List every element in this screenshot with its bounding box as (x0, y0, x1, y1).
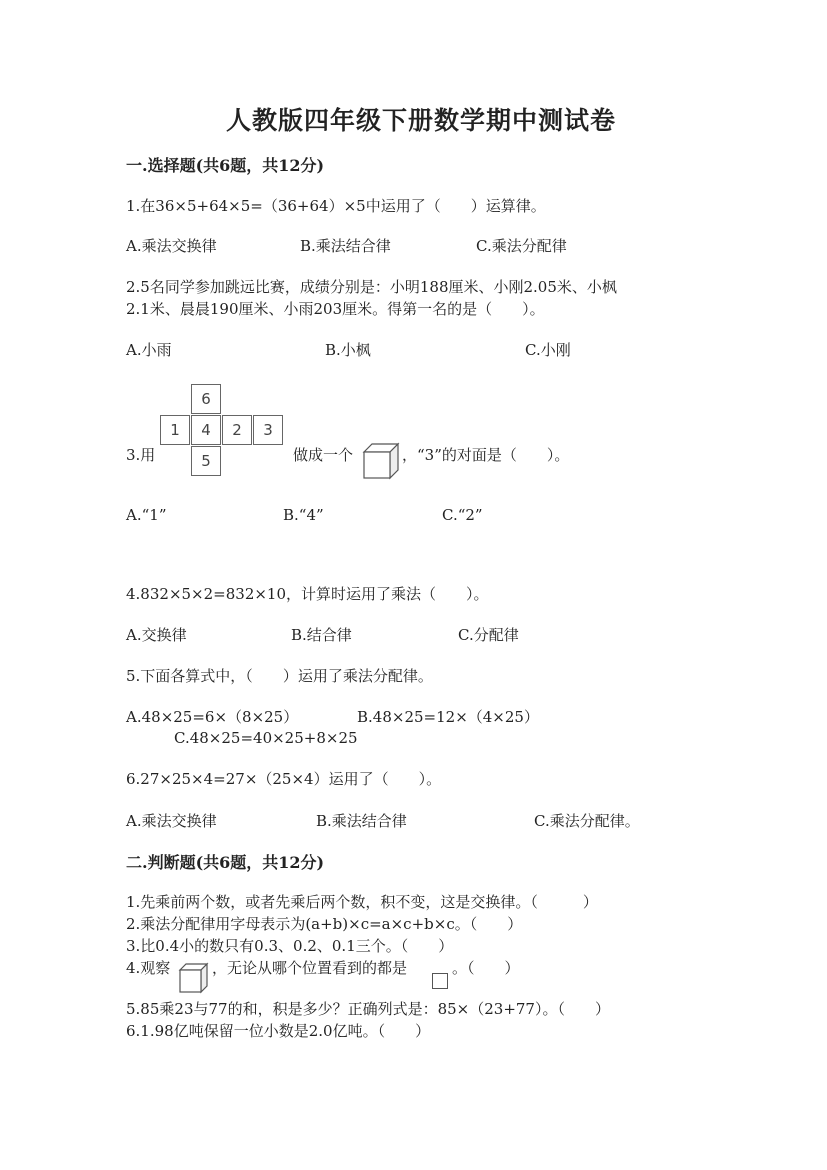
net-cell-left: 1 (160, 415, 190, 445)
q1-option-b[interactable]: B.乘法结合律 (300, 237, 391, 255)
judgement-5: 5.85乘23与77的和，积是多少？正确列式是：85×（23+77）。（ ） (126, 1000, 610, 1018)
cube-icon (362, 442, 402, 482)
q3-option-c[interactable]: C.“2” (442, 506, 483, 524)
q6-option-c[interactable]: C.乘法分配律。 (534, 812, 640, 830)
question-5-text: 5.下面各算式中，（ ）运用了乘法分配律。 (126, 667, 433, 685)
question-2-line2: 2.1米、晨晨190厘米、小雨203厘米。得第一名的是（ ）。 (126, 300, 545, 318)
judgement-3: 3.比0.4小的数只有0.3、0.2、0.1三个。（ ） (126, 937, 454, 955)
q5-option-c[interactable]: C.48×25=40×25+8×25 (174, 729, 358, 747)
q4-option-a[interactable]: A.交换律 (126, 626, 187, 644)
judgement-6: 6.1.98亿吨保留一位小数是2.0亿吨。（ ） (126, 1022, 431, 1040)
net-cell-top: 6 (191, 384, 221, 414)
q4-option-c[interactable]: C.分配律 (458, 626, 519, 644)
q1-option-a[interactable]: A.乘法交换律 (126, 237, 217, 255)
q5-option-b[interactable]: B.48×25=12×（4×25） (357, 708, 539, 726)
question-3-middle: 做成一个 (293, 446, 354, 464)
q2-option-c[interactable]: C.小刚 (525, 341, 571, 359)
q2-option-a[interactable]: A.小雨 (126, 341, 172, 359)
q1-option-c[interactable]: C.乘法分配律 (476, 237, 567, 255)
judgement-4-suffix: 。（ ） (452, 959, 520, 977)
judgement-4-prefix: 4.观察 (126, 959, 171, 977)
question-3-prefix: 3.用 (126, 446, 156, 464)
q5-option-a[interactable]: A.48×25=6×（8×25） (126, 708, 299, 726)
question-3-suffix: ，“3”的对面是（ ）。 (402, 446, 570, 464)
question-4-text: 4.832×5×2=832×10，计算时运用了乘法（ ）。 (126, 585, 489, 603)
net-cell-right-2: 3 (253, 415, 283, 445)
q2-option-b[interactable]: B.小枫 (325, 341, 371, 359)
q4-option-b[interactable]: B.结合律 (291, 626, 352, 644)
judgement-1: 1.先乘前两个数，或者先乘后两个数，积不变，这是交换律。（ ） (126, 893, 598, 911)
question-6-text: 6.27×25×4=27×（25×4）运用了（ ）。 (126, 770, 442, 788)
question-1-text: 1.在36×5+64×5=（36+64）×5中运用了（ ）运算律。 (126, 197, 546, 215)
question-2-line1: 2.5名同学参加跳远比赛，成绩分别是：小明188厘米、小刚2.05米、小枫 (126, 278, 617, 296)
judgement-2: 2.乘法分配律用字母表示为(a+b)×c=a×c+b×c。（ ） (126, 915, 523, 933)
net-cell-center: 4 (191, 415, 221, 445)
net-cell-right-1: 2 (222, 415, 252, 445)
square-face-icon (432, 973, 448, 989)
cube-net-figure (160, 384, 286, 478)
judgement-4-middle: ，无论从哪个位置看到的都是 (212, 959, 408, 977)
q6-option-b[interactable]: B.乘法结合律 (316, 812, 407, 830)
cube-icon (178, 962, 210, 994)
q3-option-a[interactable]: A.“1” (126, 506, 167, 524)
net-cell-bottom: 5 (191, 446, 221, 476)
q6-option-a[interactable]: A.乘法交换律 (126, 812, 217, 830)
page-title: 人教版四年级下册数学期中测试卷 (226, 106, 617, 135)
section-heading-judgement: 二.判断题(共6题，共12分) (126, 853, 325, 872)
q3-option-b[interactable]: B.“4” (283, 506, 324, 524)
section-heading-choice: 一.选择题(共6题，共12分) (126, 156, 325, 175)
